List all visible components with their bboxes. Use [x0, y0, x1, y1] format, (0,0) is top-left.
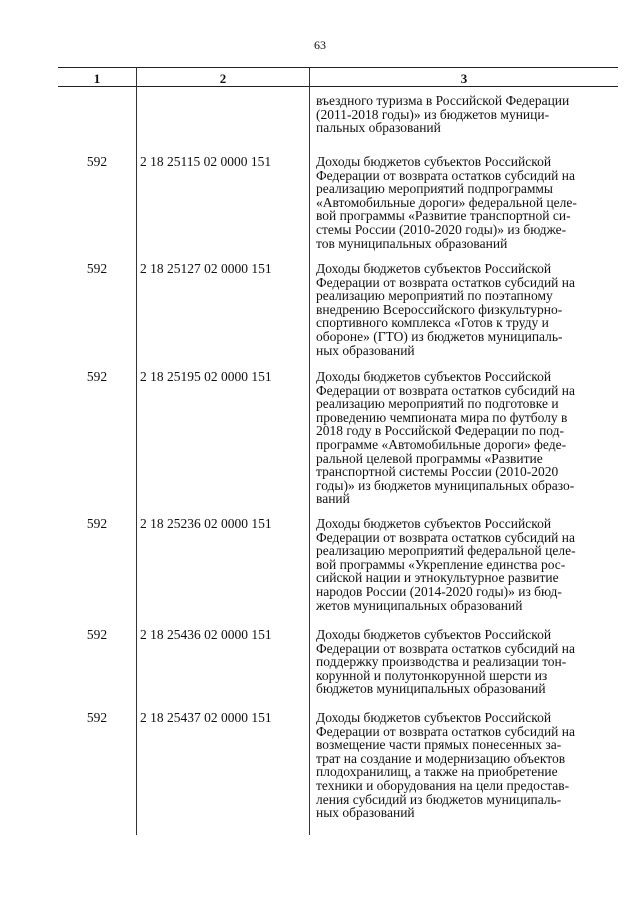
budget-classification-code: 2 18 25115 02 0000 151 — [140, 154, 272, 169]
budget-classification-code: 2 18 25195 02 0000 151 — [140, 369, 272, 384]
table-top-border — [58, 67, 618, 68]
admin-code: 592 — [86, 627, 108, 642]
budget-classification-code: 2 18 25127 02 0000 151 — [140, 261, 272, 276]
page-number: 63 — [314, 38, 326, 52]
budget-classification-code: 2 18 25436 02 0000 151 — [140, 627, 272, 642]
column-divider-2 — [309, 67, 310, 835]
income-description: Доходы бюджетов субъектов Российской Федерации от возврата остатков субсидий на реализацию мероприятий подпрограммы «Автомобильные дороги» федеральной целе- вой программы «Развитие транспортной си- стемы России (2010-2020 годы)» из бюдже- тов муниципальных образований — [316, 154, 577, 251]
admin-code: 592 — [86, 516, 108, 531]
income-description: Доходы бюджетов субъектов Российской Федерации от возврата остатков субсидий на поддержку производства и реализации тон- корунной и полутонкорунной шерсти из бюджетов муниципальных образований — [316, 627, 575, 697]
admin-code: 592 — [86, 369, 108, 384]
column-header-2: 2 — [219, 71, 227, 86]
column-header-1: 1 — [93, 71, 101, 86]
admin-code: 592 — [86, 154, 108, 169]
income-description: Доходы бюджетов субъектов Российской Федерации от возврата остатков субсидий на возмещение части прямых понесенных за- трат на создание и модернизацию объектов плодохранилищ, а также на приобретение техники и оборудования на цели предостав- ления субсидий из бюджетов муниципаль- ных образований — [316, 710, 575, 821]
column-divider-1 — [136, 67, 137, 835]
column-header-3: 3 — [460, 71, 468, 86]
admin-code: 592 — [86, 710, 108, 725]
budget-classification-code: 2 18 25437 02 0000 151 — [140, 710, 272, 725]
income-description: Доходы бюджетов субъектов Российской Федерации от возврата остатков субсидий на реализацию мероприятий по подготовке и проведению чемпионата мира по футболу в 2018 году в Российской Федерации по под- программе «Автомобильные дороги» феде- ральной целевой программы «Развитие транспортной системы России (2010-2020 годы)» из бюджетов муниципальных образо- ваний — [316, 369, 575, 507]
income-description: Доходы бюджетов субъектов Российской Федерации от возврата остатков субсидий на реализацию мероприятий по поэтапному внедрению Всероссийского физкультурно- спортивного комплекса «Готов к труду и обороне» (ГТО) из бюджетов муниципаль- ных образований — [316, 261, 575, 358]
admin-code: 592 — [86, 261, 108, 276]
continuation-text: въездного туризма в Российской Федерации (2011-2018 годы)» из бюджетов муници- пальных образований — [316, 93, 570, 136]
budget-classification-code: 2 18 25236 02 0000 151 — [140, 516, 272, 531]
income-description: Доходы бюджетов субъектов Российской Федерации от возврата остатков субсидий на реализацию мероприятий федеральной целе- вой программы «Укрепление единства рос- сийской нации и этнокультурное развитие народов России (2014-2020 годы)» из бюд- жетов муниципальных образований — [316, 516, 576, 613]
